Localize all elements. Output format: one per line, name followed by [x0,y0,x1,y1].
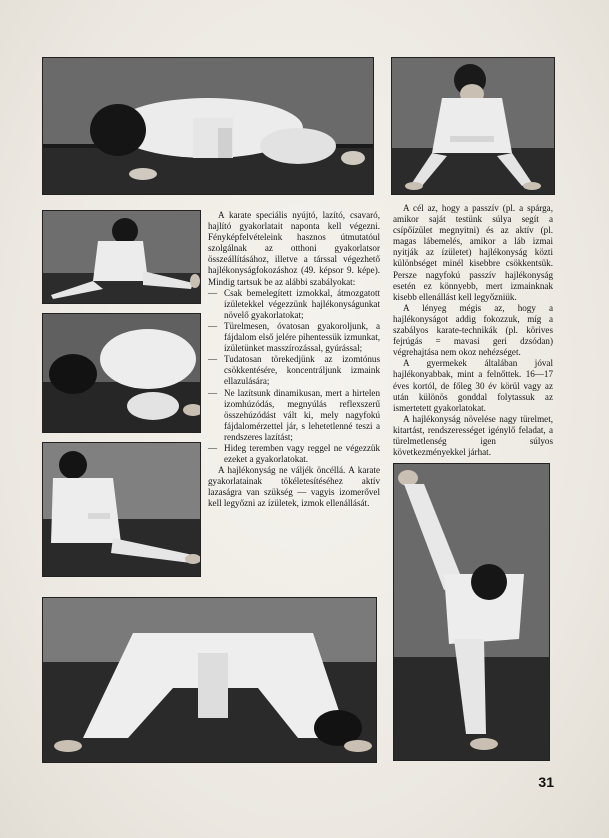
paragraph-children: A gyermekek általában jóval hajlékonyabbak, mint a felnőttek. 16—17 éves kortól, de főleg 30 év körül vagy az után különös gonddal folytassuk az ismertetett gyakorlatokat. [393,358,553,413]
rule-item: — Ne lazítsunk dinamikusan, mert a hirtelen izomhúzódás, megnyúlás reflexszerű összehúzódást vált ki, mely nagyfokú fájdalomérzettel jár, s lehetetlenné teszi a rendszeres lazítást; [208,388,380,443]
photo-forward-bend [42,313,201,433]
intro-paragraph: A karate speciális nyújtó, lazító, csavaró, hajlító gyakorlatait naponta kell végezni. Fényképfelvételeink hasznos útmutatóul szolgálnak az otthoni gyakorlatsor összeállításához, illetve a társsal végezhető hajlékonyságfokozáshoz (49. képsor 9. képe). Mindig tartsuk be az alábbi szabályokat: [208,210,380,287]
paragraph-techniques: A lényeg mégis az, hogy a hajlékonyságot addig fokozzuk, míg a szabályos karate-technikák (pl. körives fejrúgás = mavasi geri dzsódan) végrehajtása nem okoz nehézséget. [393,302,553,358]
photo-side-lunge [42,442,201,577]
photo-crouch-stretch [42,57,374,195]
rules-list [208,288,380,466]
page-number: 31 [538,774,554,790]
text-column-left [208,210,380,510]
rule-item: — Tudatosan törekedjünk az izomtónus csökkentésére, koncentráljunk izmaink ellazulására; [208,354,380,387]
paragraph-passive-active: A cél az, hogy a passzív (pl. a spárga, amikor saját testünk súlya segít a csípőízület megnyitni) és az aktív (pl. magas lábemelés, amikor a láb izmai nyitják az ízületet) hajlékonyság közti különbséget minél kisebbre csökkentsük. Persze nagyfokú passzív hajlékonyság esetén ez könnyebb, mert izmainknak kisebb ellenállást kell legyőzniük. [393,203,553,302]
paragraph-patience: A hajlékonyság növelése nagy türelmet, kitartást, rendszerességet igénylő feladat, a türelmetlenség igen súlyos következményekkel járhat. [393,413,553,458]
rule-item: — Türelmesen, óvatosan gyakoroljunk, a fájdalom első jelére pihentessük izmunkat, ízületünket masszírozással, gyúrással; [208,321,380,354]
photo-side-split [42,210,201,304]
photo-wide-stance-bend [42,597,377,763]
photo-high-kick [393,463,550,761]
rule-item: — Hideg teremben vagy reggel ne végezzük ezeket a gyakorlatokat. [208,443,380,465]
paragraph-flexibility-goal: A hajlékonyság ne váljék öncéllá. A karate gyakorlatainak tökéletesítéséhez aktív lazaságra van szükség — vagyis izomerővel kell legyőzni az ízületek, izmok ellenállását. [208,465,380,509]
photo-wide-squat [391,57,555,195]
text-column-right [393,203,553,458]
rule-item: — Csak bemelegített izmokkal, átmozgatott ízületekkel végezzünk hajlékonyságunkat növelő gyakorlatokat; [208,288,380,321]
